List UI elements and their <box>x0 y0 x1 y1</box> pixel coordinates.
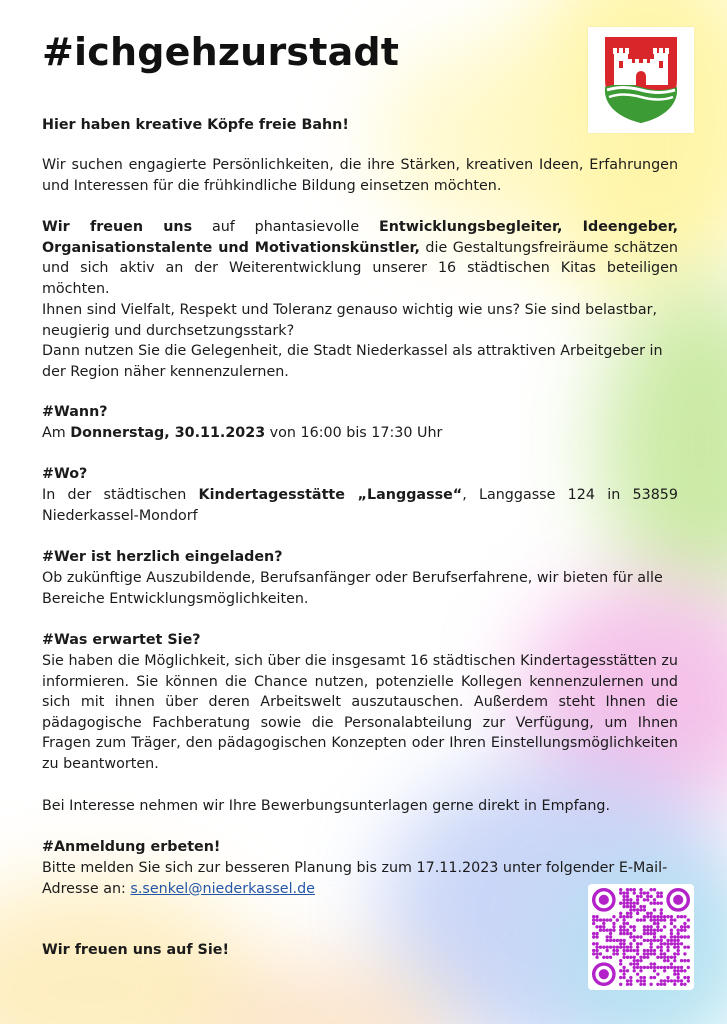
employer-paragraph: Dann nutzen Sie die Gelegenheit, die Stadt Niederkassel als attraktiven Arbeitgeber in der Region näher kennenzulernen. <box>42 343 663 380</box>
where-heading: #Wo? <box>42 466 88 482</box>
qr-code[interactable] <box>588 884 694 990</box>
when-time: von 16:00 bis 17:30 Uhr <box>265 425 443 441</box>
who-text: Ob zukünftige Auszubildende, Berufsanfänger oder Berufserfahrene, wir bieten für alle Bereiche Entwicklungsmöglichkeiten. <box>42 570 663 607</box>
welcome-paragraph <box>42 217 678 299</box>
page-title: #ichgehzurstadt <box>42 30 400 74</box>
where-text <box>42 485 678 526</box>
welcome-bold-1: Wir freuen uns <box>42 219 193 235</box>
welcome-text-2: die Gestaltungsfreiräume schätzen und sich aktiv an der Weiterentwicklung unserer 16 städtischen Kitas beteiligen möchten. <box>42 239 678 297</box>
registration-text <box>42 858 670 899</box>
when-prefix: Am <box>42 425 71 441</box>
when-heading: #Wann? <box>42 404 108 420</box>
expect-text: Sie haben die Möglichkeit, sich über die insgesamt 16 städtischen Kindertagesstätten zu informieren. Sie können die Chance nutzen, potenzielle Kollegen kennenzulernen und sich mit ihnen über deren Arbeitswelt auszutauschen. Außerdem steht Ihnen die pädagogische Fachberatung sowie die Personalabteilung zur Verfügung, um Ihnen Fragen zum Träger, den pädagogischen Konzepten oder Ihren Einstellungsmöglichkeiten zu beantworten. <box>42 653 678 772</box>
event-location: Kindertagesstätte „Langgasse“ <box>198 487 463 503</box>
intro-paragraph: Wir suchen engagierte Persönlichkeiten, die ihre Stärken, kreativen Ideen, Erfahrungen und Interessen für die frühkindliche Bildung einsetzen möchten. <box>42 157 678 194</box>
coat-of-arms-icon <box>603 35 679 125</box>
registration-instructions: Bitte melden Sie sich zur besseren Planung bis zum 17.11.2023 unter folgender E-Mail-Adresse an: <box>42 860 668 897</box>
email-link[interactable]: s.senkel@niederkassel.de <box>130 880 315 897</box>
when-text <box>42 423 678 444</box>
values-paragraph: Ihnen sind Vielfalt, Respekt und Toleranz genauso wichtig wie uns? Sie sind belastbar, neugierig und durchsetzungsstark? <box>42 302 658 339</box>
registration-heading: #Anmeldung erbeten! <box>42 839 221 855</box>
expect-heading: #Was erwartet Sie? <box>42 632 201 648</box>
who-heading: #Wer ist herzlich eingeladen? <box>42 549 283 565</box>
event-date: Donnerstag, 30.11.2023 <box>70 425 266 441</box>
application-paragraph: Bei Interesse nehmen wir Ihre Bewerbungsunterlagen gerne direkt in Empfang. <box>42 798 611 814</box>
qr-code-icon <box>592 888 690 986</box>
where-address: , Langgasse 124 in 53859 Niederkassel-Mondorf <box>42 487 678 524</box>
welcome-bold-2: Entwicklungsbegleiter, Ideengeber, Organisationstalente und Motivationskünstler, <box>42 219 679 256</box>
subtitle: Hier haben kreative Köpfe freie Bahn! <box>42 117 349 133</box>
welcome-text-1: auf phantasievolle <box>192 219 379 235</box>
where-prefix: In der städtischen <box>42 487 199 503</box>
closing-text: Wir freuen uns auf Sie! <box>42 942 229 958</box>
